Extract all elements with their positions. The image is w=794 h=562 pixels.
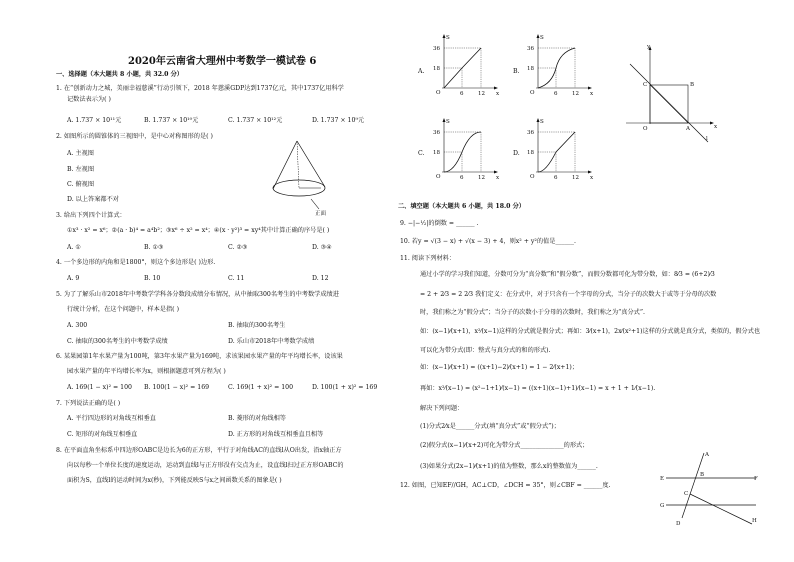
q1-option-b: B. 1.737 × 10¹⁰元 bbox=[144, 117, 199, 124]
q2-stem: 2. 如图所示的圆锥体的三视图中，是中心对称图形的是( ) bbox=[56, 133, 213, 140]
q5-option-a: A. 300 bbox=[67, 322, 88, 329]
q11-line-3: 时，我们称之为“假分式”；当分子的次数小于分母的次数时，我们称之为“真分式”. bbox=[420, 309, 645, 316]
q11-line-4: 如：(x−1)⁄(x+1)，x²⁄(x−1)这样的分式就是假分式；再如：3⁄(x+1)，2x⁄(x²+1)这样的分式就是真分式，类似的，假分式也 bbox=[420, 328, 761, 335]
q1-option-c: C. 1.737 × 10¹²元 bbox=[228, 117, 283, 124]
graph-c-tick-6: 6 bbox=[460, 175, 464, 181]
q11-line-6: 如：(x−1)⁄(x+1) = ((x+1)−2)⁄(x+1) = 1 − 2⁄(x+1)； bbox=[420, 364, 579, 371]
square-vertex-c: C bbox=[643, 82, 648, 88]
q3-option-c: C. ②③ bbox=[228, 244, 248, 251]
graph-c-tick-36: 36 bbox=[433, 130, 440, 136]
graph-d-axis-x: x bbox=[590, 175, 594, 181]
q11-line-7: 再如：x²⁄(x−1) = (x²−1+1)⁄(x−1) = ((x+1)(x−1)+1)⁄(x−1) = x + 1 + 1⁄(x−1). bbox=[420, 385, 656, 392]
point-h: H bbox=[752, 518, 757, 524]
graph-d-tick-36: 36 bbox=[527, 130, 534, 136]
section-heading-fill: 二、填空题（本大题共 6 小题，共 18.0 分） bbox=[398, 203, 525, 210]
q7-stem: 7. 下列说法正确的是( ) bbox=[56, 400, 121, 407]
graph-a-tick-36: 36 bbox=[433, 46, 440, 52]
graph-a-axis-s: S bbox=[446, 35, 450, 41]
point-b: B bbox=[700, 472, 705, 478]
q11-line-2: = 2 + 2⁄3 = 2 2⁄3 我们定义：在分式中，对于只含有一个字母的分式，当分子的次数大于或等于分母的次数 bbox=[420, 291, 717, 298]
q6-option-d: D. 100(1 + x)² = 169 bbox=[312, 384, 378, 391]
q3-option-d: D. ③④ bbox=[312, 244, 332, 251]
point-e: E bbox=[660, 476, 665, 482]
section-heading-choice: 一、选择题（本大题共 8 小题，共 32.0 分） bbox=[56, 71, 183, 78]
graph-c bbox=[432, 118, 502, 181]
square-vertex-b: B bbox=[690, 82, 695, 88]
q4-option-a: A. 9 bbox=[67, 275, 80, 282]
q4-option-d: D. 12 bbox=[312, 275, 329, 282]
point-g: G bbox=[660, 503, 665, 509]
page-title: 2020年云南省大理州中考数学一模试卷 6 bbox=[128, 56, 317, 67]
graph-a bbox=[432, 34, 502, 97]
q2-option-d: D. 以上答案都不对 bbox=[67, 196, 119, 203]
q8-line-1: 8. 在平面直角坐标系中四边形OABC是边长为6的正方形，平行于对角线AC的直线l从O出发，沿x轴正方 bbox=[56, 447, 342, 454]
square-line-figure bbox=[620, 44, 720, 144]
q1-line-2: 记数法表示为( ) bbox=[67, 96, 111, 103]
q12-stem: 12. 如图，已知EF//GH，AC⊥CD，∠DCH = 35°，则∠CBF = ______度. bbox=[400, 482, 611, 489]
graph-a-label: A. bbox=[418, 68, 425, 75]
point-d: D bbox=[676, 521, 681, 527]
parallel-lines-figure bbox=[660, 450, 760, 530]
q2-option-c: C. 俯视图 bbox=[67, 181, 95, 188]
q11-line-11: (3)如果分式(2x−1)⁄(x+1)的值为整数，那么x的整数值为______. bbox=[420, 463, 598, 470]
q6-option-b: B. 100(1 − x)² = 169 bbox=[144, 384, 210, 391]
graph-c-origin: O bbox=[436, 174, 441, 180]
graph-c-axis-x: x bbox=[496, 175, 500, 181]
graph-d-tick-18: 18 bbox=[527, 150, 534, 156]
point-a: A bbox=[705, 452, 709, 458]
q1-line-1: 1. 在“创新动力之城，美丽幸福慈溪”行动引领下，2018 年慈溪GDP达到1737亿元，其中1737亿用科学 bbox=[56, 85, 344, 92]
graph-c-tick-18: 18 bbox=[433, 150, 440, 156]
q6-line-1: 6. 某果园第1年水果产量为100吨，第3年水果产量为169吨，求该果园水果产量的年平均增长率，设该果 bbox=[56, 353, 343, 360]
q11-line-5: 可以化为带分式(即：整式与真分式的和的形式). bbox=[420, 347, 551, 354]
graph-b-origin: O bbox=[530, 90, 535, 96]
q6-option-a: A. 169(1 − x)² = 100 bbox=[67, 384, 132, 391]
q11-stem: 11. 阅读下列材料： bbox=[400, 255, 456, 262]
square-line-l: l bbox=[706, 136, 708, 142]
q3-expression: ①x³ · x² = x⁶；②(a · b)⁴ = a⁴b²；③x⁶ ÷ x² = x⁴；④(x · y²)³ = xy⁴其中计算正确的序号是( ) bbox=[67, 227, 330, 234]
q1-option-a: A. 1.737 × 10¹¹元 bbox=[67, 117, 122, 124]
graph-c-label: C. bbox=[418, 150, 425, 157]
q2-option-b: B. 左视图 bbox=[67, 166, 95, 173]
graph-a-axis-x: x bbox=[496, 91, 500, 97]
q11-line-9: (1)分式2⁄x是______分式(填“真分式”或“假分式”)； bbox=[420, 423, 560, 430]
q4-stem: 4. 一个多边形的内角和是1800°，则这个多边形是( )边形. bbox=[56, 259, 216, 266]
q5-line-2: 行统计分析，在这个问题中，样本是指( ) bbox=[67, 306, 179, 313]
q6-option-c: C. 169(1 + x)² = 100 bbox=[228, 384, 294, 391]
graph-d-origin: O bbox=[530, 174, 535, 180]
graph-a-tick-6: 6 bbox=[460, 91, 464, 97]
q5-option-c: C. 抽取的300名考生的中考数学成绩 bbox=[67, 338, 168, 345]
cone-figure bbox=[271, 139, 341, 217]
point-c: C bbox=[684, 491, 689, 497]
graph-b-tick-12: 12 bbox=[572, 91, 579, 97]
q5-option-b: B. 抽取的300名考生 bbox=[228, 322, 286, 329]
graph-a-tick-18: 18 bbox=[433, 66, 440, 72]
q11-line-10: (2)假分式(x−1)⁄(x+2)可化为带分式______________的形式； bbox=[420, 442, 589, 449]
cone-front-label: 正面 bbox=[315, 211, 327, 217]
q9-stem: 9. −|−¹⁄₂|的倒数 = ______ . bbox=[400, 220, 479, 227]
q3-option-b: B. ①③ bbox=[144, 244, 164, 251]
graph-d-tick-12: 12 bbox=[572, 175, 579, 181]
graph-b-axis-x: x bbox=[590, 91, 594, 97]
point-f: F bbox=[754, 476, 758, 482]
q5-line-1: 5. 为了了解乐山市2018年中考数学学科各分数段成绩分布情况，从中抽取300名考生的中考数学成绩进 bbox=[56, 291, 339, 298]
q4-option-b: B. 10 bbox=[144, 275, 161, 282]
q7-option-b: B. 菱形的对角线相等 bbox=[228, 415, 286, 422]
q10-stem: 10. 若y = √(3 − x) + √(x − 3) + 4，则x² + y²的值是______. bbox=[400, 238, 576, 245]
graph-b-tick-6: 6 bbox=[554, 91, 558, 97]
q8-line-3: 面积为S，直线l的运动时间为x(秒)，下列能反映S与x之间函数关系的图象是( ) bbox=[67, 477, 282, 484]
graph-b-tick-18: 18 bbox=[527, 66, 534, 72]
q11-line-1: 通过小学的学习我们知道，分数可分为“真分数”和“假分数”，而假分数都可化为带分数，如：8⁄3 = (6+2)⁄3 bbox=[420, 271, 715, 278]
graph-b bbox=[526, 34, 596, 97]
graph-b-tick-36: 36 bbox=[527, 46, 534, 52]
q7-option-d: D. 正方形的对角线互相垂直且相等 bbox=[228, 431, 324, 438]
graph-d bbox=[526, 118, 596, 181]
q1-option-d: D. 1.737 × 10⁹元 bbox=[312, 117, 365, 124]
graph-b-label: B. bbox=[513, 68, 520, 75]
q7-option-c: C. 矩形的对角线互相垂直 bbox=[67, 431, 138, 438]
square-vertex-o: O bbox=[643, 126, 648, 132]
graph-c-tick-12: 12 bbox=[478, 175, 485, 181]
graph-c-axis-s: S bbox=[446, 119, 450, 125]
q3-stem: 3. 给出下列四个计算式： bbox=[56, 212, 126, 219]
graph-d-tick-6: 6 bbox=[554, 175, 558, 181]
graph-d-axis-s: S bbox=[540, 119, 544, 125]
graph-b-axis-s: S bbox=[540, 35, 544, 41]
q4-option-c: C. 11 bbox=[228, 275, 245, 282]
graph-d-label: D. bbox=[513, 150, 520, 157]
graph-a-origin: O bbox=[436, 90, 441, 96]
graph-a-tick-12: 12 bbox=[478, 91, 485, 97]
q5-option-d: D. 乐山市2018年中考数学成绩 bbox=[228, 338, 315, 345]
q7-option-a: A. 平行四边形的对角线互相垂直 bbox=[67, 415, 156, 422]
q6-line-2: 园水果产量的年平均增长率为x，则根据题意可列方程为( ) bbox=[67, 368, 226, 375]
square-vertex-a: A bbox=[686, 126, 690, 132]
q11-line-8: 解决下列问题： bbox=[420, 405, 464, 412]
q2-option-a: A. 主视图 bbox=[67, 150, 94, 157]
q3-option-a: A. ① bbox=[67, 244, 81, 251]
q8-line-2: 向以每秒一个单位长度的速度运动，运动到直线l与正方形没有交点为止，设直线l扫过正方形OABC的 bbox=[67, 462, 344, 469]
square-axis-y: y bbox=[647, 44, 651, 50]
square-axis-x: x bbox=[714, 124, 718, 130]
